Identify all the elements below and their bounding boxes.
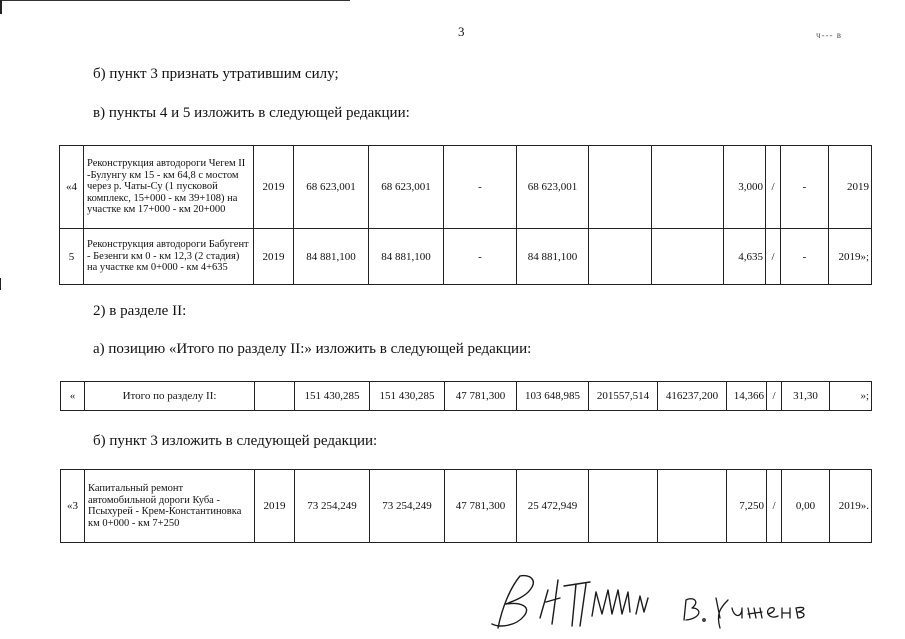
- row-number: «: [61, 382, 85, 411]
- end-cell: »;: [830, 382, 872, 411]
- length-cell: 14,366: [727, 382, 767, 411]
- value-cell: 68 623,001: [369, 146, 444, 229]
- signature-stroke: [564, 582, 590, 626]
- length-cell: 4,635: [724, 229, 766, 285]
- year-cell: 2019: [255, 470, 295, 543]
- value-cell: 68 623,001: [294, 146, 369, 229]
- value-cell: -: [444, 146, 517, 229]
- separator-cell: /: [767, 382, 782, 411]
- year-cell: 2019: [254, 146, 294, 229]
- signature-stroke: [492, 576, 533, 628]
- row-number: «3: [61, 470, 85, 543]
- table-row: [61, 382, 872, 411]
- roads-table-items-4-5: [59, 145, 872, 285]
- value-cell: 201557,514: [589, 382, 658, 411]
- value-cell: 31,30: [782, 382, 830, 411]
- value-cell: 416237,200: [658, 382, 727, 411]
- end-year-cell: 2019: [829, 146, 872, 229]
- value-cell: 84 881,100: [369, 229, 444, 285]
- paragraph-section-2: 2) в разделе II:: [93, 303, 187, 319]
- value-cell: 25 472,949: [517, 470, 589, 543]
- paragraph-item-3-new: б) пункт 3 изложить в следующей редакции:: [93, 433, 378, 449]
- scan-edge-mark: [0, 278, 1, 290]
- table-row: [60, 229, 872, 285]
- scan-edge-mark: [0, 0, 2, 14]
- signature-stroke: [732, 608, 742, 618]
- page-number: 3: [458, 24, 465, 39]
- handwritten-signature: [480, 568, 810, 634]
- row-number: 5: [60, 229, 84, 285]
- repair-table-item-3: [60, 469, 872, 543]
- table-row: [61, 470, 872, 543]
- value-cell: 73 254,249: [370, 470, 445, 543]
- value-cell: [658, 470, 727, 543]
- length-cell: 3,000: [724, 146, 766, 229]
- value-cell: 103 648,985: [517, 382, 589, 411]
- value-cell: 0,00: [782, 470, 830, 543]
- separator-cell: /: [766, 146, 781, 229]
- value-cell: 68 623,001: [517, 146, 589, 229]
- value-cell: [589, 470, 658, 543]
- corner-mark: ч--- в: [816, 30, 843, 40]
- signature-stroke: [540, 580, 560, 624]
- scan-top-line: [0, 0, 350, 3]
- total-label: Итого по разделу II:: [85, 382, 255, 411]
- length-cell: 7,250: [727, 470, 767, 543]
- signature-stroke: [703, 619, 705, 621]
- signature-stroke: [636, 596, 648, 614]
- value-cell: 73 254,249: [295, 470, 370, 543]
- paragraph-items-4-5: в) пункты 4 и 5 изложить в следующей редакции:: [93, 105, 410, 121]
- table-row: [60, 146, 872, 229]
- total-table: [60, 381, 872, 411]
- value-cell: 151 430,285: [295, 382, 370, 411]
- paragraph-total-position: а) позицию «Итого по разделу II:» изложить в следующей редакции:: [93, 341, 532, 357]
- value-cell: 84 881,100: [517, 229, 589, 285]
- value-cell: [652, 229, 724, 285]
- object-name: Реконструкция автодороги Чегем II -Булунгу км 15 - км 64,8 с мостом через р. Чаты-Су (1 пусковой комплекс, 15+000 - км 39+108) на участке км 17+000 - км 20+000: [84, 146, 254, 229]
- end-year-cell: 2019»;: [829, 229, 872, 285]
- year-cell: 2019: [254, 229, 294, 285]
- signature-stroke: [768, 608, 778, 617]
- value-cell: -: [444, 229, 517, 285]
- signature-stroke: [782, 608, 790, 618]
- value-cell: 47 781,300: [445, 382, 517, 411]
- paragraph-item-3-void: б) пункт 3 признать утратившим силу;: [93, 66, 339, 82]
- signature-stroke: [796, 607, 804, 618]
- value-cell: 47 781,300: [445, 470, 517, 543]
- value-cell: [589, 146, 652, 229]
- value-cell: [589, 229, 652, 285]
- object-name: Капитальный ремонт автомобильной дороги Куба - Псыхурей - Крем-Константиновка км 0+000 - км 7+250: [85, 470, 255, 543]
- year-cell: [255, 382, 295, 411]
- signature-stroke: [684, 599, 699, 620]
- value-cell: -: [781, 146, 829, 229]
- value-cell: [652, 146, 724, 229]
- object-name: Реконструкция автодороги Бабугент - Безенги км 0 - км 12,3 (2 стадия) на участке км 0+000 - км 4+635: [84, 229, 254, 285]
- row-number: «4: [60, 146, 84, 229]
- end-year-cell: 2019».: [830, 470, 872, 543]
- value-cell: 84 881,100: [294, 229, 369, 285]
- separator-cell: /: [766, 229, 781, 285]
- signature-stroke: [716, 598, 728, 628]
- signature-stroke: [748, 608, 762, 618]
- value-cell: -: [781, 229, 829, 285]
- value-cell: 151 430,285: [370, 382, 445, 411]
- separator-cell: /: [767, 470, 782, 543]
- signature-stroke: [592, 590, 630, 616]
